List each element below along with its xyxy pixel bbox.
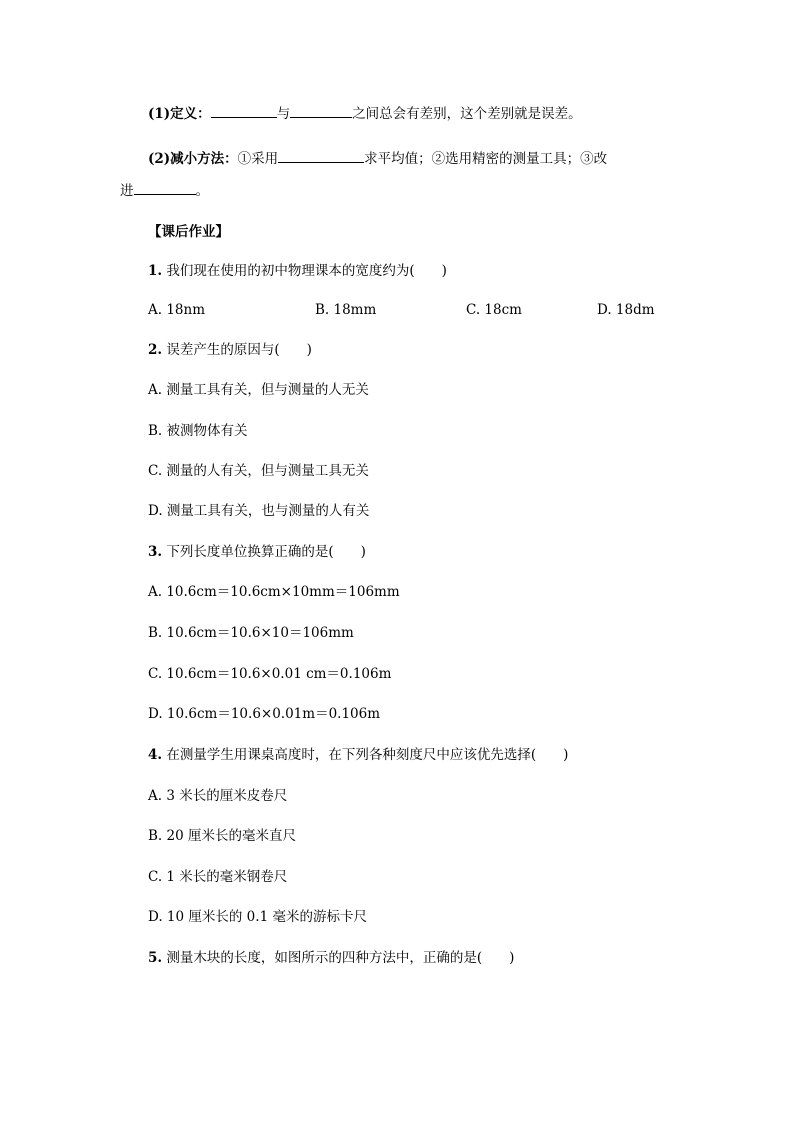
definition-label: (1)定义： [148,106,211,122]
error-definition-line [148,103,582,123]
q3-option-a: A. 10.6cm＝10.6cm×10mm＝106mm [148,584,400,600]
q4-option-b: B. 20 厘米长的毫米直尺 [148,828,296,844]
question-number: 3. [148,544,163,560]
definition-blank-2 [290,103,352,118]
question-1 [148,262,447,280]
q1-option-b: B. 18mm [315,302,377,318]
reduction-method-line-2 [120,180,209,200]
question-stem: 我们现在使用的初中物理课本的宽度约为( ) [166,263,447,279]
question-3 [148,543,366,561]
method-part-3: 进 [120,183,134,199]
homework-title: 【课后作业】 [148,224,229,240]
q3-option-b: B. 10.6cm＝10.6×10＝106mm [148,625,354,641]
q1-option-d: D. 18dm [597,302,655,318]
q2-option-b: B. 被测物体有关 [148,423,248,439]
q3-option-d: D. 10.6cm＝10.6×0.01m＝0.106m [148,706,381,722]
q3-option-c: C. 10.6cm＝10.6×0.01 cm＝0.106m [148,666,392,682]
question-5 [148,949,514,967]
question-4 [148,746,568,764]
method-blank-1 [278,148,364,163]
q1-option-a: A. 18nm [148,302,206,318]
definition-blank-1 [211,103,277,118]
definition-tail: 之间总会有差别，这个差别就是误差。 [352,106,582,122]
reduction-method-line [148,148,607,168]
question-stem: 在测量学生用课桌高度时，在下列各种刻度尺中应该优先选择( ) [166,747,569,763]
method-blank-2 [134,180,196,195]
q4-option-d: D. 10 厘米长的 0.1 毫米的游标卡尺 [148,909,367,925]
q2-option-a: A. 测量工具有关，但与测量的人无关 [148,382,369,398]
q2-option-d: D. 测量工具有关，也与测量的人有关 [148,503,370,519]
q4-option-a: A. 3 米长的厘米皮卷尺 [148,788,288,804]
question-2 [148,341,312,359]
q2-option-c: C. 测量的人有关，但与测量工具无关 [148,463,369,479]
method-label: (2)减小方法： [148,151,238,167]
question-number: 4. [148,747,163,763]
question-stem: 下列长度单位换算正确的是( ) [166,544,366,560]
method-part-1: ①采用 [237,151,279,167]
q4-option-c: C. 1 米长的毫米钢卷尺 [148,869,288,885]
question-number: 1. [148,263,163,279]
q1-option-c: C. 18cm [466,302,522,318]
method-part-4: 。 [195,183,209,199]
question-stem: 测量木块的长度，如图所示的四种方法中，正确的是( ) [166,950,515,966]
method-part-2: 求平均值；②选用精密的测量工具；③改 [364,151,608,167]
question-stem: 误差产生的原因与( ) [166,342,312,358]
question-number: 5. [148,950,163,966]
definition-connector: 与 [276,106,291,122]
question-number: 2. [148,342,163,358]
